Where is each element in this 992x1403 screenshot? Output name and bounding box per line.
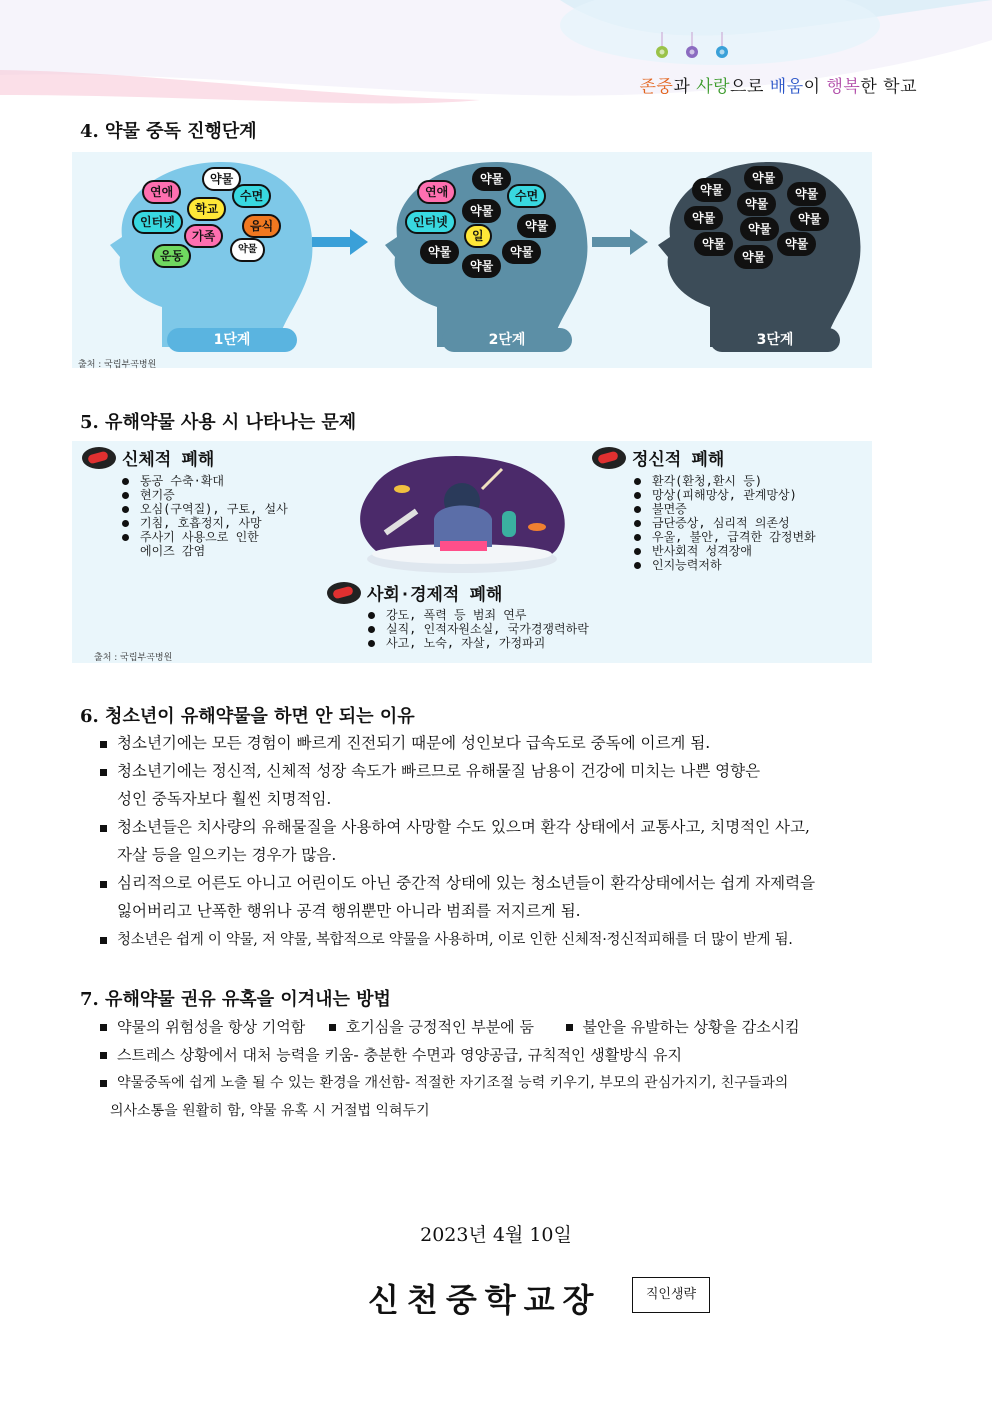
addiction-stages-figure <box>72 152 872 368</box>
word-bubble: 약물 <box>202 167 241 191</box>
word-bubble: 약물 <box>462 199 501 223</box>
harm-item-text: 인지능력저하 <box>652 558 722 572</box>
harm-item-text: 주사기 사용으로 인한 <box>140 530 259 544</box>
reason-line <box>100 897 880 925</box>
bullet-icon <box>634 478 641 485</box>
bullet-icon <box>100 825 107 832</box>
word-bubble: 가족 <box>184 224 223 248</box>
bullet-icon <box>122 478 129 485</box>
harm-item <box>118 530 288 544</box>
methods-row <box>100 1069 800 1097</box>
word-bubble: 약물 <box>472 167 511 191</box>
bullet-icon <box>634 492 641 499</box>
method-item: 약물의 위험성을 항상 기억함 <box>117 1018 306 1036</box>
word-bubble: 약물 <box>737 192 776 216</box>
bullet-icon <box>634 534 641 541</box>
section-title-addiction-stages: 4. 약물 중독 진행단계 <box>80 121 257 142</box>
bullet-icon <box>634 562 641 569</box>
bullet-icon <box>368 640 375 647</box>
word-bubble: 약물 <box>694 232 733 256</box>
word-bubble: 약물 <box>692 178 731 202</box>
harm-item-text: 환각(환청,환시 등) <box>652 474 763 488</box>
bullet-icon <box>100 1024 107 1031</box>
physical-harm-title <box>82 445 214 470</box>
social-harm-title <box>327 580 502 605</box>
mental-harm-list <box>630 474 816 572</box>
bullet-icon <box>634 548 641 555</box>
reason-line <box>100 785 880 813</box>
harm-item-text: 망상(피해망상, 관계망상) <box>652 488 797 502</box>
school-motto <box>639 72 917 97</box>
harm-item <box>118 474 288 488</box>
reason-line <box>100 925 880 954</box>
harm-item-text: 강도, 폭력 등 범죄 연루 <box>386 608 527 622</box>
social-harm-list <box>364 608 589 650</box>
motto-part: 과 <box>673 77 697 97</box>
harm-item-text: 반사회적 성격장애 <box>652 544 752 558</box>
word-bubble: 약물 <box>462 254 501 278</box>
bullet-icon <box>100 741 107 748</box>
word-bubble: 인터넷 <box>132 210 183 234</box>
harm-item-text: 동공 수축·확대 <box>140 474 225 488</box>
harm-item <box>630 502 816 516</box>
physical-harm-label: 신체적 폐해 <box>122 450 215 470</box>
motto-part: 행복 <box>826 77 861 97</box>
word-bubble: 수면 <box>507 184 546 208</box>
document-date: 2023년 4월 10일 <box>420 1224 572 1246</box>
harm-item <box>630 474 816 488</box>
word-bubble: 일 <box>464 224 492 248</box>
motto-part: 이 <box>803 77 827 97</box>
reason-text: 잃어버리고 난폭한 행위나 공격 행위뿐만 아니라 범죄를 저지르게 됨. <box>117 902 581 920</box>
word-bubble: 약물 <box>420 240 459 264</box>
harm-item-text: 우울, 불안, 급격한 감정변화 <box>652 530 816 544</box>
harm-item <box>118 516 288 530</box>
bullet-icon <box>100 881 107 888</box>
harm-item <box>630 516 816 530</box>
motto-part: 존중 <box>639 77 674 97</box>
word-bubble: 약물 <box>502 240 541 264</box>
motto-part: 으로 <box>730 77 770 97</box>
reasons-list <box>100 729 880 954</box>
harm-item <box>118 488 288 502</box>
reason-text: 청소년기에는 정신적, 신체적 성장 속도가 빠르므로 유해물질 남용이 건강에 미치는 나쁜 영향은 <box>117 762 761 780</box>
methods-row <box>100 1041 800 1069</box>
bullet-icon <box>100 1052 107 1059</box>
reason-text: 성인 중독자보다 훨씬 치명적임. <box>117 790 332 808</box>
harm-item-text: 실직, 인적자원소실, 국가경쟁력하락 <box>386 622 589 636</box>
harm-item-text: 현기증 <box>140 488 175 502</box>
harm-item-text: 기침, 호흡정지, 사망 <box>140 516 262 530</box>
bullet-icon <box>634 506 641 513</box>
harm-item-text: 에이즈 감염 <box>140 544 206 558</box>
reason-line <box>100 841 880 869</box>
harm-item <box>630 558 816 572</box>
word-bubble: 학교 <box>187 197 226 221</box>
word-bubble: 약물 <box>734 245 773 269</box>
principal-signature: 신천중학교장 <box>368 1281 602 1319</box>
motto-part: 사랑 <box>696 77 731 97</box>
ornament-dots <box>650 28 740 68</box>
harm-item <box>118 544 288 558</box>
section-title-reasons: 6. 청소년이 유해약물을 하면 안 되는 이유 <box>80 706 415 727</box>
bullet-icon <box>100 1080 107 1087</box>
harm-item <box>364 608 589 622</box>
harm-item <box>364 636 589 650</box>
reason-text: 자살 등을 일으키는 경우가 많음. <box>117 846 337 864</box>
word-bubble: 약물 <box>230 238 265 262</box>
method-item: 불안을 유발하는 상황을 감소시킴 <box>582 1018 800 1036</box>
harm-item <box>630 530 816 544</box>
reason-text: 청소년들은 치사량의 유해물질을 사용하여 사망할 수도 있으며 환각 상태에서 교통사고, 치명적인 사고, <box>117 818 810 836</box>
motto-part: 한 학교 <box>860 77 917 97</box>
word-bubble: 인터넷 <box>405 210 456 234</box>
word-bubble: 약물 <box>740 217 779 241</box>
bullet-icon <box>329 1024 336 1031</box>
methods-row <box>110 1097 800 1125</box>
reason-text: 청소년은 쉽게 이 약물, 저 약물, 복합적으로 약물을 사용하며, 이로 인한 신체적·정신적피해를 더 많이 받게 됨. <box>117 932 793 948</box>
arrow-right-icon <box>592 227 652 257</box>
bullet-icon <box>122 506 129 513</box>
stage2-label: 2단계 <box>442 328 572 352</box>
method-item: 의사소통을 원활히 함, 약물 유혹 시 거절법 익혀두기 <box>110 1103 430 1119</box>
bullet-icon <box>368 612 375 619</box>
mental-harm-title <box>592 445 724 470</box>
reason-line <box>100 729 880 757</box>
pill-icon <box>82 447 116 469</box>
word-bubble: 음식 <box>242 214 281 238</box>
reason-line <box>100 869 880 897</box>
harm-item-text: 불면증 <box>652 502 687 516</box>
motto-part: 배움 <box>769 77 804 97</box>
word-bubble: 약물 <box>790 207 829 231</box>
word-bubble: 약물 <box>744 166 783 190</box>
harm-item <box>364 622 589 636</box>
section-title-problems: 5. 유해약물 사용 시 나타나는 문제 <box>80 412 357 433</box>
methods-row <box>100 1013 800 1041</box>
word-bubble: 운동 <box>152 244 191 268</box>
reason-text: 심리적으로 어른도 아니고 어린이도 아닌 중간적 상태에 있는 청소년들이 환각상태에서는 쉽게 자제력을 <box>117 874 816 892</box>
social-harm-label: 사회·경제적 폐해 <box>367 585 503 605</box>
figure-source: 출처 : 국립부곡병원 <box>78 360 157 370</box>
mental-harm-label: 정신적 폐해 <box>632 450 725 470</box>
reason-line <box>100 813 880 841</box>
section-title-methods: 7. 유해약물 권유 유혹을 이겨내는 방법 <box>80 989 391 1010</box>
arrow-right-icon <box>312 227 372 257</box>
method-item: 스트레스 상황에서 대처 능력을 키움- 충분한 수면과 영양공급, 규칙적인 생활방식 유지 <box>117 1046 683 1064</box>
bullet-icon <box>100 937 107 944</box>
bullet-icon <box>566 1024 573 1031</box>
word-bubble: 약물 <box>787 182 826 206</box>
harm-item-text: 오심(구역질), 구토, 설사 <box>140 502 288 516</box>
harm-item <box>630 544 816 558</box>
pill-icon <box>327 582 361 604</box>
method-item: 호기심을 긍정적인 부분에 둠 <box>345 1018 534 1036</box>
stage3-label: 3단계 <box>710 328 840 352</box>
harm-item <box>118 502 288 516</box>
seal-omitted-box: 직인생략 <box>632 1277 710 1313</box>
word-bubble: 수면 <box>232 184 271 208</box>
word-bubble: 약물 <box>517 214 556 238</box>
method-item: 약물중독에 쉽게 노출 될 수 있는 환경을 개선함- 적절한 자기조절 능력 키우기, 부모의 관심가지기, 친구들과의 <box>117 1075 789 1091</box>
word-bubble: 약물 <box>777 232 816 256</box>
drug-harm-figure <box>72 441 872 663</box>
bullet-icon <box>122 520 129 527</box>
reason-line <box>100 757 880 785</box>
bullet-icon <box>368 626 375 633</box>
word-bubble: 연애 <box>417 180 456 204</box>
bullet-icon <box>122 534 129 541</box>
bullet-icon <box>122 492 129 499</box>
word-bubble: 약물 <box>684 206 723 230</box>
methods-list <box>100 1013 800 1125</box>
harm-item-text: 사고, 노숙, 자살, 가정파괴 <box>386 636 546 650</box>
bullet-icon <box>100 769 107 776</box>
distressed-teen-illustration <box>342 449 582 579</box>
word-bubble: 연애 <box>142 180 181 204</box>
harm-item <box>630 488 816 502</box>
pill-icon <box>592 447 626 469</box>
physical-harm-list <box>118 474 288 558</box>
reason-text: 청소년기에는 모든 경험이 빠르게 진전되기 때문에 성인보다 급속도로 중독에 이르게 됨. <box>117 734 711 752</box>
stage1-label: 1단계 <box>167 328 297 352</box>
harm-item-text: 금단증상, 심리적 의존성 <box>652 516 790 530</box>
figure-source: 출처 : 국립부곡병원 <box>94 653 173 663</box>
bullet-icon <box>634 520 641 527</box>
